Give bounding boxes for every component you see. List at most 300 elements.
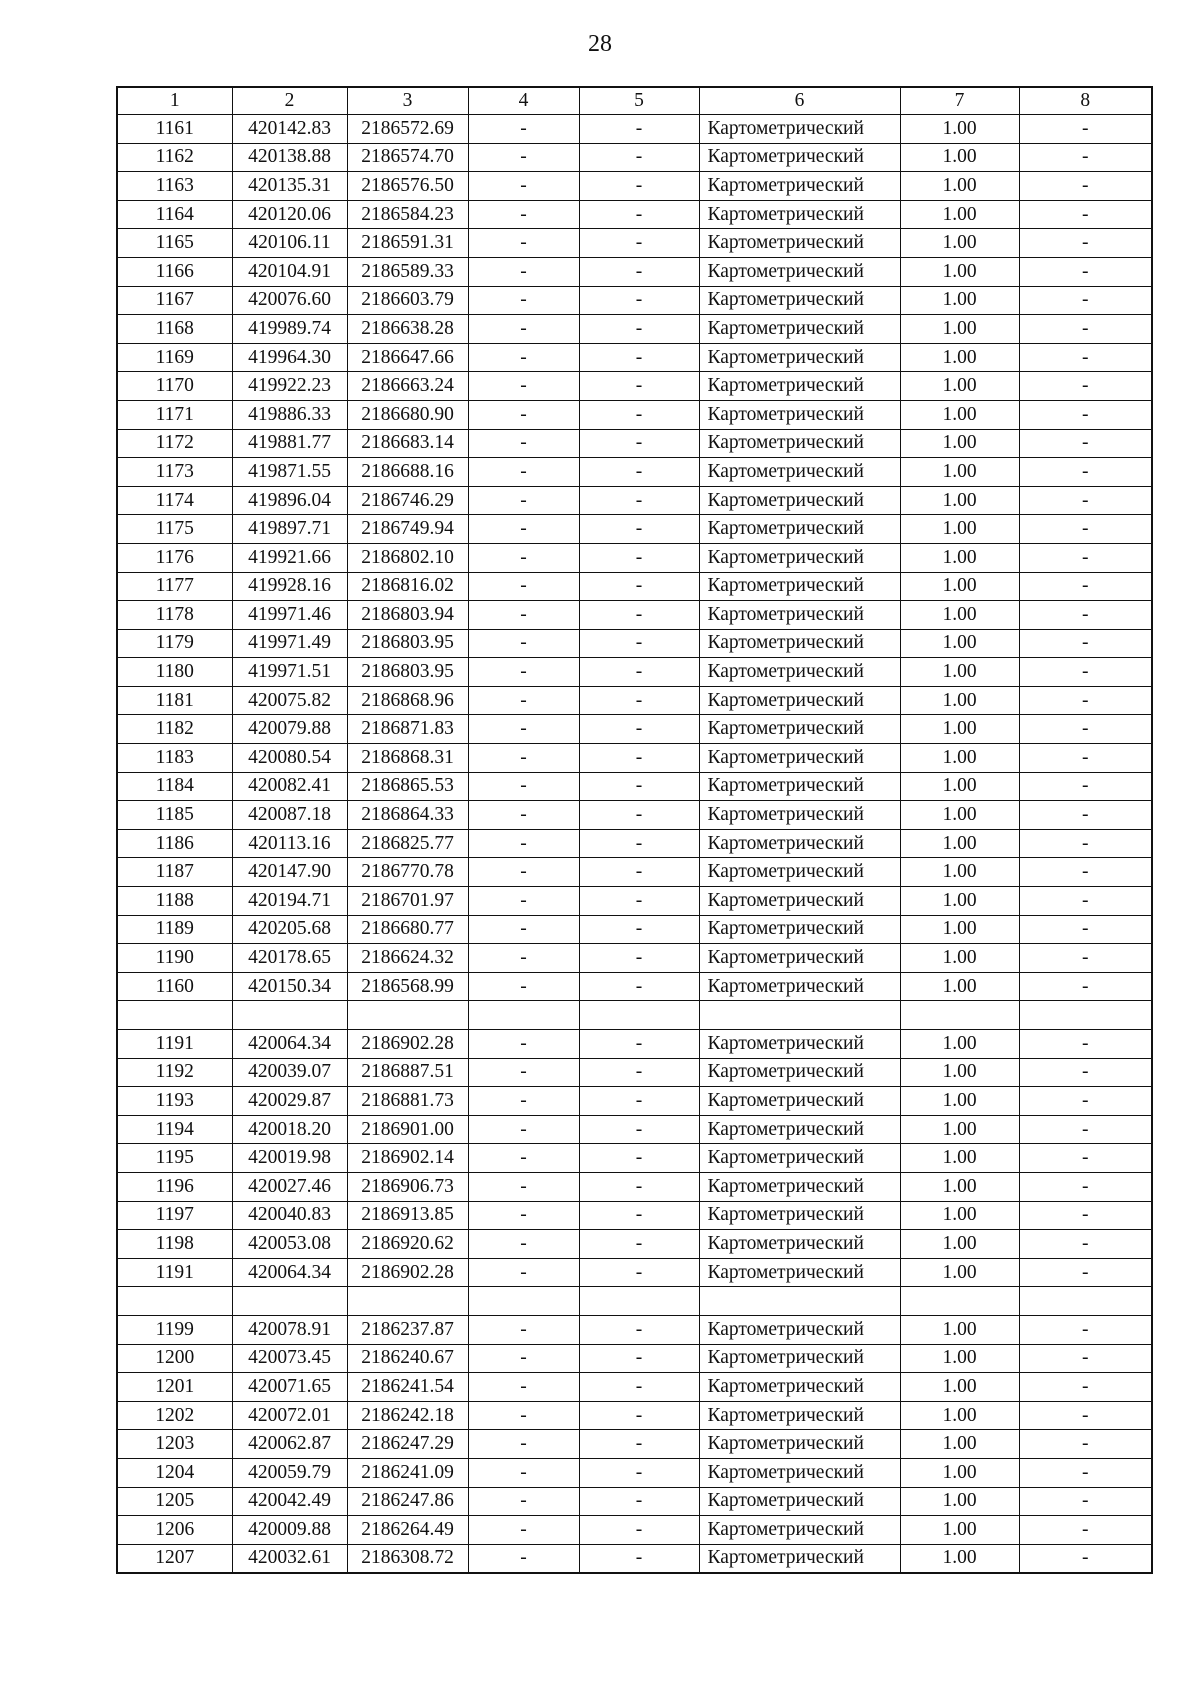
accuracy-cell	[900, 1287, 1019, 1316]
col-5-cell: -	[579, 1315, 699, 1344]
accuracy-cell: 1.00	[900, 200, 1019, 229]
accuracy-cell: 1.00	[900, 887, 1019, 916]
header-cell-6: 6	[699, 87, 900, 115]
x-coordinate-cell: 419881.77	[232, 429, 347, 458]
col-5-cell: -	[579, 1087, 699, 1116]
col-5-cell: -	[579, 372, 699, 401]
y-coordinate-cell: 2186803.95	[347, 658, 468, 687]
col-8-cell: -	[1019, 686, 1152, 715]
accuracy-cell: 1.00	[900, 1087, 1019, 1116]
col-5-cell: -	[579, 944, 699, 973]
method-cell: Картометрический	[699, 1201, 900, 1230]
accuracy-cell: 1.00	[900, 1373, 1019, 1402]
col-8-cell: -	[1019, 172, 1152, 201]
method-cell: Картометрический	[699, 944, 900, 973]
method-cell: Картометрический	[699, 1230, 900, 1259]
x-coordinate-cell: 420032.61	[232, 1544, 347, 1573]
table-row	[117, 429, 1152, 458]
x-coordinate-cell: 420029.87	[232, 1087, 347, 1116]
accuracy-cell: 1.00	[900, 429, 1019, 458]
col-8-cell: -	[1019, 343, 1152, 372]
col-8-cell: -	[1019, 1544, 1152, 1573]
method-cell: Картометрический	[699, 343, 900, 372]
accuracy-cell: 1.00	[900, 486, 1019, 515]
y-coordinate-cell: 2186902.28	[347, 1030, 468, 1059]
table-row	[117, 515, 1152, 544]
table-row	[117, 972, 1152, 1001]
point-number-cell: 1183	[117, 744, 232, 773]
col-4-cell: -	[468, 286, 579, 315]
accuracy-cell: 1.00	[900, 944, 1019, 973]
table-row	[117, 286, 1152, 315]
col-4-cell: -	[468, 1315, 579, 1344]
point-number-cell: 1162	[117, 143, 232, 172]
col-8-cell: -	[1019, 143, 1152, 172]
method-cell: Картометрический	[699, 715, 900, 744]
col-8-cell: -	[1019, 572, 1152, 601]
x-coordinate-cell: 420064.34	[232, 1030, 347, 1059]
table-row	[117, 1030, 1152, 1059]
point-number-cell: 1202	[117, 1401, 232, 1430]
col-5-cell: -	[579, 400, 699, 429]
table-row	[117, 715, 1152, 744]
col-5-cell: -	[579, 1516, 699, 1545]
col-8-cell: -	[1019, 257, 1152, 286]
table-row	[117, 372, 1152, 401]
x-coordinate-cell: 420053.08	[232, 1230, 347, 1259]
accuracy-cell: 1.00	[900, 1172, 1019, 1201]
point-number-cell: 1166	[117, 257, 232, 286]
table-row	[117, 1230, 1152, 1259]
point-number-cell: 1161	[117, 115, 232, 144]
table-row	[117, 744, 1152, 773]
y-coordinate-cell: 2186247.29	[347, 1430, 468, 1459]
col-4-cell: -	[468, 1544, 579, 1573]
col-5-cell: -	[579, 686, 699, 715]
accuracy-cell: 1.00	[900, 1115, 1019, 1144]
header-cell-3: 3	[347, 87, 468, 115]
col-5-cell: -	[579, 1230, 699, 1259]
accuracy-cell: 1.00	[900, 372, 1019, 401]
accuracy-cell: 1.00	[900, 772, 1019, 801]
col-8-cell: -	[1019, 1144, 1152, 1173]
y-coordinate-cell: 2186749.94	[347, 515, 468, 544]
y-coordinate-cell: 2186680.90	[347, 400, 468, 429]
accuracy-cell: 1.00	[900, 543, 1019, 572]
method-cell: Картометрический	[699, 1544, 900, 1573]
col-5-cell	[579, 1287, 699, 1316]
method-cell: Картометрический	[699, 572, 900, 601]
accuracy-cell: 1.00	[900, 1430, 1019, 1459]
table-row	[117, 172, 1152, 201]
x-coordinate-cell: 419928.16	[232, 572, 347, 601]
col-5-cell: -	[579, 315, 699, 344]
table-row	[117, 686, 1152, 715]
col-8-cell: -	[1019, 1087, 1152, 1116]
x-coordinate-cell: 419886.33	[232, 400, 347, 429]
point-number-cell: 1173	[117, 458, 232, 487]
table-row	[117, 1258, 1152, 1287]
point-number-cell: 1164	[117, 200, 232, 229]
point-number-cell: 1188	[117, 887, 232, 916]
x-coordinate-cell: 419964.30	[232, 343, 347, 372]
col-8-cell: -	[1019, 1172, 1152, 1201]
x-coordinate-cell: 420113.16	[232, 829, 347, 858]
point-number-cell: 1179	[117, 629, 232, 658]
col-8-cell: -	[1019, 286, 1152, 315]
col-4-cell: -	[468, 372, 579, 401]
x-coordinate-cell: 420080.54	[232, 744, 347, 773]
col-5-cell: -	[579, 1144, 699, 1173]
y-coordinate-cell: 2186568.99	[347, 972, 468, 1001]
accuracy-cell: 1.00	[900, 972, 1019, 1001]
accuracy-cell: 1.00	[900, 1201, 1019, 1230]
accuracy-cell: 1.00	[900, 400, 1019, 429]
col-8-cell: -	[1019, 229, 1152, 258]
method-cell: Картометрический	[699, 686, 900, 715]
accuracy-cell: 1.00	[900, 686, 1019, 715]
col-8-cell: -	[1019, 1373, 1152, 1402]
x-coordinate-cell	[232, 1287, 347, 1316]
table-row	[117, 1487, 1152, 1516]
method-cell: Картометрический	[699, 1373, 900, 1402]
col-8-cell: -	[1019, 944, 1152, 973]
method-cell: Картометрический	[699, 1315, 900, 1344]
col-8-cell: -	[1019, 1516, 1152, 1545]
col-5-cell: -	[579, 1344, 699, 1373]
col-5-cell: -	[579, 1058, 699, 1087]
x-coordinate-cell: 420194.71	[232, 887, 347, 916]
method-cell: Картометрический	[699, 543, 900, 572]
x-coordinate-cell: 420120.06	[232, 200, 347, 229]
point-number-cell: 1184	[117, 772, 232, 801]
col-8-cell: -	[1019, 801, 1152, 830]
y-coordinate-cell: 2186920.62	[347, 1230, 468, 1259]
col-4-cell: -	[468, 772, 579, 801]
y-coordinate-cell: 2186802.10	[347, 543, 468, 572]
method-cell: Картометрический	[699, 972, 900, 1001]
col-4-cell: -	[468, 1030, 579, 1059]
accuracy-cell: 1.00	[900, 143, 1019, 172]
col-5-cell: -	[579, 1373, 699, 1402]
accuracy-cell: 1.00	[900, 515, 1019, 544]
y-coordinate-cell: 2186574.70	[347, 143, 468, 172]
table-row	[117, 543, 1152, 572]
y-coordinate-cell: 2186881.73	[347, 1087, 468, 1116]
col-8-cell	[1019, 1287, 1152, 1316]
x-coordinate-cell	[232, 1001, 347, 1030]
accuracy-cell: 1.00	[900, 858, 1019, 887]
y-coordinate-cell	[347, 1001, 468, 1030]
accuracy-cell: 1.00	[900, 229, 1019, 258]
table-row	[117, 115, 1152, 144]
col-4-cell: -	[468, 944, 579, 973]
table-body	[117, 87, 1152, 1573]
table-row	[117, 1115, 1152, 1144]
y-coordinate-cell: 2186770.78	[347, 858, 468, 887]
point-number-cell: 1178	[117, 601, 232, 630]
method-cell: Картометрический	[699, 1030, 900, 1059]
col-4-cell: -	[468, 115, 579, 144]
accuracy-cell: 1.00	[900, 1230, 1019, 1259]
y-coordinate-cell: 2186901.00	[347, 1115, 468, 1144]
x-coordinate-cell: 420147.90	[232, 858, 347, 887]
point-number-cell: 1190	[117, 944, 232, 973]
col-8-cell: -	[1019, 1030, 1152, 1059]
col-4-cell: -	[468, 858, 579, 887]
accuracy-cell: 1.00	[900, 343, 1019, 372]
col-4-cell: -	[468, 1087, 579, 1116]
accuracy-cell: 1.00	[900, 115, 1019, 144]
table-row	[117, 572, 1152, 601]
col-5-cell: -	[579, 343, 699, 372]
point-number-cell: 1163	[117, 172, 232, 201]
col-4-cell: -	[468, 1458, 579, 1487]
y-coordinate-cell: 2186241.54	[347, 1373, 468, 1402]
accuracy-cell	[900, 1001, 1019, 1030]
table-row	[117, 458, 1152, 487]
x-coordinate-cell: 420072.01	[232, 1401, 347, 1430]
point-number-cell: 1175	[117, 515, 232, 544]
y-coordinate-cell: 2186871.83	[347, 715, 468, 744]
x-coordinate-cell: 420150.34	[232, 972, 347, 1001]
point-number-cell: 1176	[117, 543, 232, 572]
col-5-cell: -	[579, 543, 699, 572]
point-number-cell: 1193	[117, 1087, 232, 1116]
col-5-cell: -	[579, 1172, 699, 1201]
x-coordinate-cell: 420076.60	[232, 286, 347, 315]
accuracy-cell: 1.00	[900, 1516, 1019, 1545]
x-coordinate-cell: 419971.51	[232, 658, 347, 687]
col-8-cell: -	[1019, 1258, 1152, 1287]
y-coordinate-cell: 2186237.87	[347, 1315, 468, 1344]
point-number-cell: 1194	[117, 1115, 232, 1144]
x-coordinate-cell: 420205.68	[232, 915, 347, 944]
method-cell: Картометрический	[699, 143, 900, 172]
col-8-cell: -	[1019, 658, 1152, 687]
table-row	[117, 829, 1152, 858]
col-8-cell: -	[1019, 200, 1152, 229]
x-coordinate-cell: 419871.55	[232, 458, 347, 487]
col-4-cell: -	[468, 343, 579, 372]
col-8-cell: -	[1019, 629, 1152, 658]
header-cell-5: 5	[579, 87, 699, 115]
col-8-cell: -	[1019, 1458, 1152, 1487]
x-coordinate-cell: 419922.23	[232, 372, 347, 401]
table-row	[117, 887, 1152, 916]
col-4-cell: -	[468, 715, 579, 744]
col-5-cell: -	[579, 1258, 699, 1287]
col-4-cell: -	[468, 229, 579, 258]
col-8-cell: -	[1019, 1401, 1152, 1430]
col-4-cell: -	[468, 1258, 579, 1287]
col-8-cell: -	[1019, 601, 1152, 630]
col-4-cell: -	[468, 972, 579, 1001]
col-5-cell: -	[579, 915, 699, 944]
x-coordinate-cell: 420106.11	[232, 229, 347, 258]
method-cell	[699, 1001, 900, 1030]
x-coordinate-cell: 420039.07	[232, 1058, 347, 1087]
table-row	[117, 229, 1152, 258]
table-row	[117, 400, 1152, 429]
method-cell: Картометрический	[699, 458, 900, 487]
accuracy-cell: 1.00	[900, 1458, 1019, 1487]
method-cell: Картометрический	[699, 1430, 900, 1459]
table-row	[117, 486, 1152, 515]
point-number-cell: 1172	[117, 429, 232, 458]
table-row	[117, 1087, 1152, 1116]
point-number-cell: 1191	[117, 1030, 232, 1059]
col-4-cell: -	[468, 1516, 579, 1545]
table-row	[117, 1401, 1152, 1430]
col-8-cell: -	[1019, 1115, 1152, 1144]
accuracy-cell: 1.00	[900, 572, 1019, 601]
y-coordinate-cell: 2186816.02	[347, 572, 468, 601]
y-coordinate-cell	[347, 1287, 468, 1316]
col-4-cell: -	[468, 257, 579, 286]
col-4-cell: -	[468, 829, 579, 858]
col-4-cell: -	[468, 744, 579, 773]
method-cell	[699, 1287, 900, 1316]
table-row	[117, 1373, 1152, 1402]
y-coordinate-cell: 2186913.85	[347, 1201, 468, 1230]
point-number-cell: 1204	[117, 1458, 232, 1487]
col-5-cell: -	[579, 1487, 699, 1516]
y-coordinate-cell: 2186589.33	[347, 257, 468, 286]
col-4-cell: -	[468, 601, 579, 630]
y-coordinate-cell: 2186638.28	[347, 315, 468, 344]
point-number-cell	[117, 1287, 232, 1316]
col-8-cell: -	[1019, 458, 1152, 487]
point-number-cell: 1171	[117, 400, 232, 429]
col-4-cell: -	[468, 200, 579, 229]
x-coordinate-cell: 420087.18	[232, 801, 347, 830]
y-coordinate-cell: 2186572.69	[347, 115, 468, 144]
col-4-cell: -	[468, 686, 579, 715]
point-number-cell: 1189	[117, 915, 232, 944]
point-number-cell: 1192	[117, 1058, 232, 1087]
x-coordinate-cell: 420178.65	[232, 944, 347, 973]
col-4-cell: -	[468, 143, 579, 172]
method-cell: Картометрический	[699, 1458, 900, 1487]
accuracy-cell: 1.00	[900, 1544, 1019, 1573]
y-coordinate-cell: 2186865.53	[347, 772, 468, 801]
y-coordinate-cell: 2186864.33	[347, 801, 468, 830]
accuracy-cell: 1.00	[900, 1144, 1019, 1173]
table-row	[117, 1058, 1152, 1087]
point-number-cell: 1197	[117, 1201, 232, 1230]
y-coordinate-cell: 2186680.77	[347, 915, 468, 944]
col-4-cell: -	[468, 1115, 579, 1144]
table-row	[117, 1430, 1152, 1459]
method-cell: Картометрический	[699, 829, 900, 858]
col-4-cell: -	[468, 429, 579, 458]
x-coordinate-cell: 419921.66	[232, 543, 347, 572]
accuracy-cell: 1.00	[900, 829, 1019, 858]
col-4-cell: -	[468, 629, 579, 658]
header-cell-8: 8	[1019, 87, 1152, 115]
col-4-cell: -	[468, 1401, 579, 1430]
accuracy-cell: 1.00	[900, 1258, 1019, 1287]
point-number-cell: 1199	[117, 1315, 232, 1344]
col-4-cell	[468, 1001, 579, 1030]
point-number-cell: 1198	[117, 1230, 232, 1259]
x-coordinate-cell: 420019.98	[232, 1144, 347, 1173]
table-row	[117, 1458, 1152, 1487]
y-coordinate-cell: 2186647.66	[347, 343, 468, 372]
header-cell-2: 2	[232, 87, 347, 115]
method-cell: Картометрический	[699, 515, 900, 544]
method-cell: Картометрический	[699, 1058, 900, 1087]
point-number-cell: 1207	[117, 1544, 232, 1573]
accuracy-cell: 1.00	[900, 715, 1019, 744]
col-8-cell: -	[1019, 1344, 1152, 1373]
x-coordinate-cell: 419971.46	[232, 601, 347, 630]
accuracy-cell: 1.00	[900, 257, 1019, 286]
col-8-cell: -	[1019, 486, 1152, 515]
col-4-cell: -	[468, 1058, 579, 1087]
page-number: 28	[588, 31, 612, 57]
y-coordinate-cell: 2186825.77	[347, 829, 468, 858]
header-cell-1: 1	[117, 87, 232, 115]
col-5-cell: -	[579, 744, 699, 773]
col-4-cell: -	[468, 1172, 579, 1201]
method-cell: Картометрический	[699, 1172, 900, 1201]
col-5-cell: -	[579, 772, 699, 801]
header-row	[117, 87, 1152, 115]
col-8-cell	[1019, 1001, 1152, 1030]
method-cell: Картометрический	[699, 1087, 900, 1116]
col-8-cell: -	[1019, 915, 1152, 944]
table-row	[117, 257, 1152, 286]
accuracy-cell: 1.00	[900, 458, 1019, 487]
col-5-cell: -	[579, 429, 699, 458]
table-row	[117, 772, 1152, 801]
table-row	[117, 1315, 1152, 1344]
accuracy-cell: 1.00	[900, 744, 1019, 773]
col-5-cell: -	[579, 115, 699, 144]
method-cell: Картометрический	[699, 372, 900, 401]
x-coordinate-cell: 420079.88	[232, 715, 347, 744]
point-number-cell: 1200	[117, 1344, 232, 1373]
table-row	[117, 343, 1152, 372]
point-number-cell: 1206	[117, 1516, 232, 1545]
y-coordinate-cell: 2186576.50	[347, 172, 468, 201]
table-row	[117, 1201, 1152, 1230]
table-row	[117, 801, 1152, 830]
method-cell: Картометрический	[699, 801, 900, 830]
col-8-cell: -	[1019, 1315, 1152, 1344]
col-4-cell: -	[468, 172, 579, 201]
x-coordinate-cell: 419971.49	[232, 629, 347, 658]
method-cell: Картометрический	[699, 257, 900, 286]
header-cell-4: 4	[468, 87, 579, 115]
x-coordinate-cell: 420009.88	[232, 1516, 347, 1545]
col-5-cell: -	[579, 515, 699, 544]
x-coordinate-cell: 420042.49	[232, 1487, 347, 1516]
col-4-cell: -	[468, 915, 579, 944]
col-8-cell: -	[1019, 429, 1152, 458]
col-5-cell: -	[579, 972, 699, 1001]
col-5-cell: -	[579, 143, 699, 172]
col-4-cell: -	[468, 887, 579, 916]
col-8-cell: -	[1019, 1430, 1152, 1459]
x-coordinate-cell: 420082.41	[232, 772, 347, 801]
point-number-cell: 1168	[117, 315, 232, 344]
y-coordinate-cell: 2186241.09	[347, 1458, 468, 1487]
table-row	[117, 1544, 1152, 1573]
y-coordinate-cell: 2186242.18	[347, 1401, 468, 1430]
